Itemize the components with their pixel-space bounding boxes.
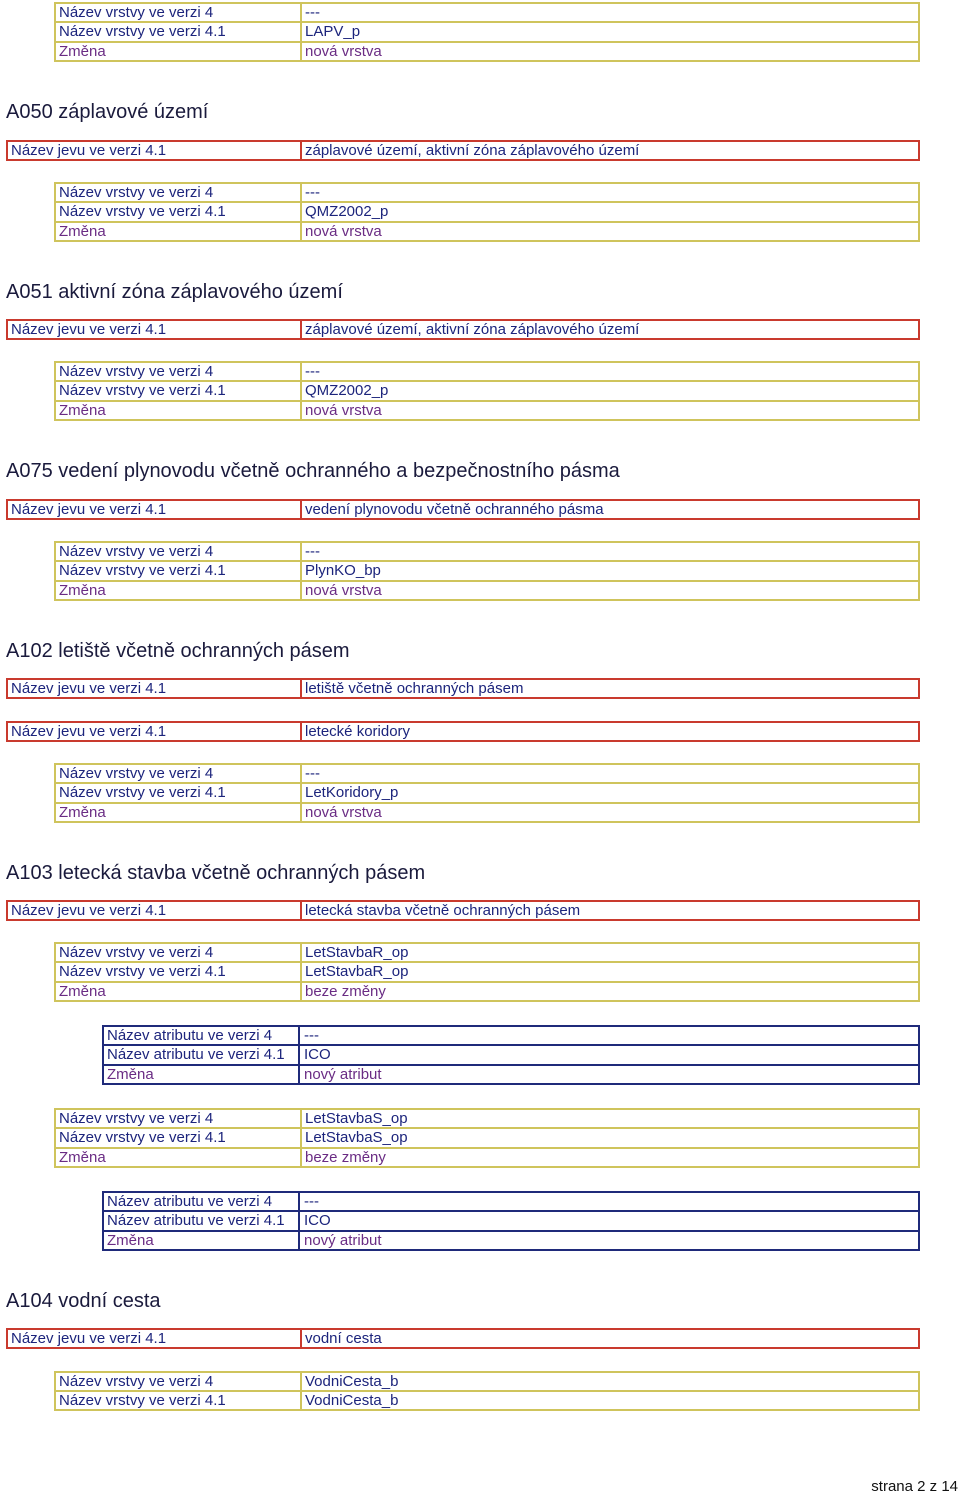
section-heading: A075 vedení plynovodu včetně ochranného a bezpečnostního pásma <box>6 460 620 482</box>
row-label: Název jevu ve verzi 4.1 <box>8 680 302 697</box>
row-value: --- <box>305 184 320 202</box>
table-row <box>56 944 918 961</box>
section-heading: A102 letiště včetně ochranných pásem <box>6 640 350 662</box>
row-label: Název vrstvy ve verzi 4.1 <box>56 1129 302 1146</box>
table-row <box>56 765 918 782</box>
table-row <box>56 1110 918 1127</box>
row-value: --- <box>305 543 320 561</box>
table-row <box>56 802 918 821</box>
phenomenon-table <box>6 1328 920 1349</box>
attribute-table <box>102 1025 920 1085</box>
row-label: Změna <box>56 582 302 599</box>
row-value: LetStavbaR_op <box>305 944 409 962</box>
row-value: nová vrstva <box>305 222 382 240</box>
table-row <box>56 1127 918 1146</box>
row-label: Název atributu ve verzi 4 <box>104 1027 300 1044</box>
table-row <box>56 580 918 599</box>
row-value: LAPV_p <box>305 23 361 41</box>
table-row <box>104 1230 918 1249</box>
row-value: PlynKO_bp <box>305 562 381 580</box>
table-row <box>8 1330 918 1347</box>
row-value: nová vrstva <box>305 803 382 821</box>
layer-table <box>54 541 920 601</box>
section-heading: A051 aktivní zóna záplavového území <box>6 281 343 303</box>
row-value: LetStavbaR_op <box>305 963 409 981</box>
table-row <box>56 981 918 1000</box>
table-row <box>56 184 918 201</box>
table-row <box>56 380 918 399</box>
section-heading: A103 letecká stavba včetně ochranných pásem <box>6 862 426 884</box>
row-value: QMZ2002_p <box>305 203 389 221</box>
row-label: Název jevu ve verzi 4.1 <box>8 723 302 740</box>
table-row <box>56 1147 918 1166</box>
row-value: vedení plynovodu včetně ochranného pásma <box>305 501 604 518</box>
layer-table <box>54 182 920 242</box>
phenomenon-table <box>6 499 920 520</box>
row-label: Název vrstvy ve verzi 4 <box>56 1373 302 1390</box>
row-label: Název jevu ve verzi 4.1 <box>8 321 302 338</box>
row-value: nový atribut <box>304 1231 382 1249</box>
row-label: Název vrstvy ve verzi 4.1 <box>56 382 302 399</box>
row-value: beze změny <box>305 1148 386 1166</box>
row-value: LetKoridory_p <box>305 784 399 802</box>
row-value: ICO <box>304 1046 331 1064</box>
row-label: Název atributu ve verzi 4 <box>104 1193 300 1210</box>
layer-table <box>54 361 920 421</box>
table-row <box>104 1064 918 1083</box>
row-label: Název vrstvy ve verzi 4 <box>56 944 302 961</box>
row-label: Název jevu ve verzi 4.1 <box>8 1330 302 1347</box>
table-row <box>104 1193 918 1210</box>
row-value: --- <box>305 363 320 381</box>
row-label: Změna <box>104 1232 300 1249</box>
row-value: LetStavbaS_op <box>305 1129 408 1147</box>
table-row <box>56 221 918 240</box>
row-value: záplavové území, aktivní zóna záplavového území <box>305 321 640 338</box>
row-value: LetStavbaS_op <box>305 1110 408 1128</box>
row-label: Změna <box>56 804 302 821</box>
table-row <box>56 1390 918 1409</box>
layer-table <box>54 1108 920 1168</box>
row-label: Název vrstvy ve verzi 4.1 <box>56 562 302 579</box>
table-row <box>8 501 918 518</box>
row-label: Název atributu ve verzi 4.1 <box>104 1046 300 1063</box>
row-label: Název vrstvy ve verzi 4.1 <box>56 23 302 40</box>
row-label: Název vrstvy ve verzi 4.1 <box>56 1392 302 1409</box>
row-label: Název vrstvy ve verzi 4 <box>56 765 302 782</box>
row-label: Název vrstvy ve verzi 4 <box>56 363 302 380</box>
row-value: nová vrstva <box>305 581 382 599</box>
row-label: Název vrstvy ve verzi 4.1 <box>56 203 302 220</box>
row-value: VodniCesta_b <box>305 1392 399 1409</box>
row-value: --- <box>304 1193 319 1211</box>
table-row <box>56 201 918 220</box>
table-row <box>8 142 918 159</box>
row-label: Název vrstvy ve verzi 4.1 <box>56 963 302 980</box>
table-row <box>104 1044 918 1063</box>
row-value: --- <box>304 1027 319 1045</box>
row-value: VodniCesta_b <box>305 1373 399 1390</box>
table-row <box>56 560 918 579</box>
table-row <box>56 543 918 560</box>
table-row <box>56 41 918 60</box>
row-label: Název jevu ve verzi 4.1 <box>8 142 302 159</box>
row-value: letiště včetně ochranných pásem <box>305 680 524 697</box>
phenomenon-table <box>6 319 920 340</box>
row-label: Název vrstvy ve verzi 4 <box>56 1110 302 1127</box>
table-row <box>104 1027 918 1044</box>
row-value: letecké koridory <box>305 723 411 740</box>
layer-table <box>54 2 920 62</box>
phenomenon-table <box>6 900 920 921</box>
table-row <box>104 1210 918 1229</box>
row-label: Název atributu ve verzi 4.1 <box>104 1212 300 1229</box>
table-row <box>56 21 918 40</box>
layer-table <box>54 942 920 1002</box>
row-value: --- <box>305 4 320 22</box>
page-number: strana 2 z 14 <box>871 1478 958 1495</box>
table-row <box>56 400 918 419</box>
row-value: letecká stavba včetně ochranných pásem <box>305 902 581 919</box>
table-row <box>8 680 918 697</box>
row-value: QMZ2002_p <box>305 382 389 400</box>
row-label: Název jevu ve verzi 4.1 <box>8 902 302 919</box>
table-row <box>56 961 918 980</box>
table-row <box>8 902 918 919</box>
row-label: Název vrstvy ve verzi 4 <box>56 543 302 560</box>
table-row <box>56 1373 918 1390</box>
row-value: nový atribut <box>304 1065 382 1083</box>
row-label: Změna <box>56 402 302 419</box>
row-value: --- <box>305 765 320 783</box>
row-label: Název vrstvy ve verzi 4 <box>56 184 302 201</box>
row-value: záplavové území, aktivní zóna záplavového území <box>305 142 640 159</box>
row-label: Název vrstvy ve verzi 4.1 <box>56 784 302 801</box>
row-value: beze změny <box>305 982 386 1000</box>
phenomenon-table <box>6 678 920 699</box>
row-label: Změna <box>56 983 302 1000</box>
row-label: Změna <box>56 43 302 60</box>
row-label: Název jevu ve verzi 4.1 <box>8 501 302 518</box>
row-label: Změna <box>56 223 302 240</box>
row-label: Název vrstvy ve verzi 4 <box>56 4 302 21</box>
row-value: nová vrstva <box>305 42 382 60</box>
phenomenon-table <box>6 721 920 742</box>
layer-table <box>54 763 920 823</box>
phenomenon-table <box>6 140 920 161</box>
section-heading: A104 vodní cesta <box>6 1290 161 1312</box>
row-label: Změna <box>56 1149 302 1166</box>
attribute-table <box>102 1191 920 1251</box>
row-label: Změna <box>104 1066 300 1083</box>
table-row <box>8 321 918 338</box>
table-row <box>56 363 918 380</box>
row-value: vodní cesta <box>305 1330 382 1347</box>
table-row <box>56 782 918 801</box>
table-row <box>56 4 918 21</box>
row-value: ICO <box>304 1212 331 1230</box>
layer-table <box>54 1371 920 1411</box>
section-heading: A050 záplavové území <box>6 101 209 123</box>
table-row <box>8 723 918 740</box>
row-value: nová vrstva <box>305 401 382 419</box>
